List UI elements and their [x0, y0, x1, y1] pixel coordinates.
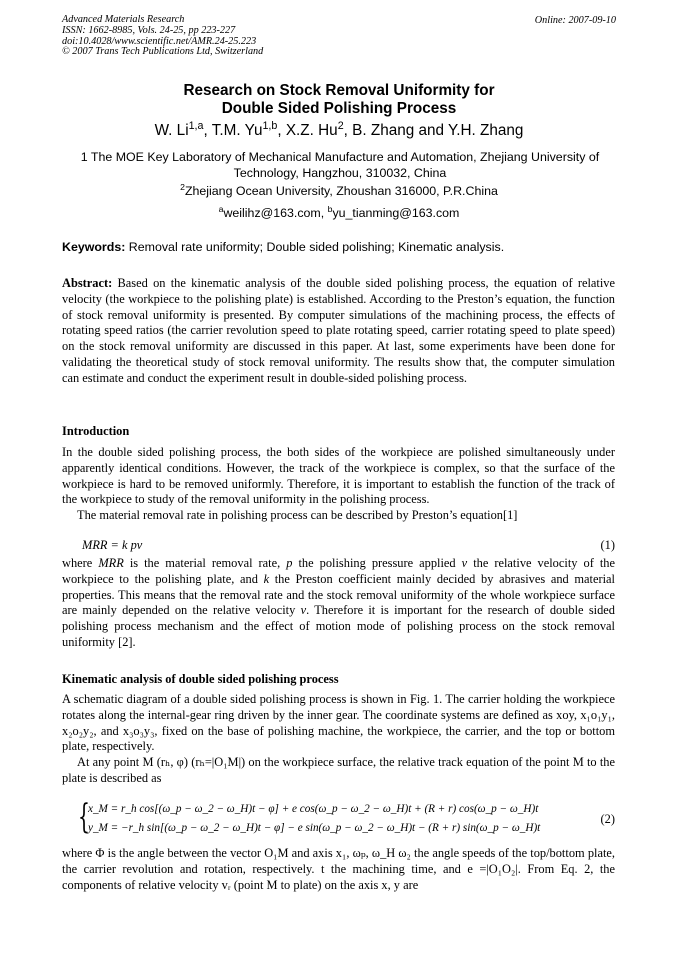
paragraph: In the double sided polishing process, the both sides of the workpiece are polished simultaneously under apparently identical conditions. However, the track of the workpiece is complex, so that the surface of the workpiece is hard to be removed uniformly. Therefore, it is important to establish the function of the track of the workpiece to study of the removal uniformity in the polishing process.	[62, 445, 615, 507]
title-line-1: Research on Stock Removal Uniformity for	[183, 82, 495, 99]
symbol: v	[300, 603, 307, 618]
paragraph: At any point M (rₕ, φ) (rₕ=|O₁M|) on the workpiece surface, the relative track equation of the point M to the plate is described as	[62, 755, 615, 785]
symbol: MRR	[98, 556, 124, 570]
symbol: k	[263, 571, 270, 586]
keywords	[62, 240, 504, 254]
text-run: the polishing pressure applied	[292, 556, 462, 570]
kinematic-body	[62, 692, 615, 787]
author-name: W. Li	[154, 122, 189, 139]
author-sup: 1,a	[188, 119, 204, 132]
author-sep: ,	[203, 122, 212, 139]
author-sep: ,	[277, 122, 286, 139]
introduction-body	[62, 445, 615, 524]
email-sup: a	[218, 203, 224, 214]
abstract-text: Based on the kinematic analysis of the double sided polishing process, the equation of relative velocity (the workpiece to the polishing plate) is established. According to the Preston’s equation, the function of stock removal uniformity is presented. By computer simulations of the machining process, the effects of rotating speed ratios (the carrier revolution speed to plate rotating speed, carrier rotating speed to plate speed) on the stock removal uniformity are discussed in this paper. At last, some experiments have been done for validating the theoretical study of stock removal uniformity. The results show that, the computer simulation can estimate and conduct the experiment result in double-sided polishing process.	[62, 276, 615, 385]
symbol: p	[286, 556, 293, 570]
section-heading-kinematic: Kinematic analysis of double sided polishing process	[62, 672, 339, 686]
text-run: . Therefore it is important for the research of double sided polishing process mechanism and the effect of motion mode of polishing process on the stock removal uniformity [2].	[62, 603, 615, 649]
section-heading-introduction: Introduction	[62, 424, 130, 438]
author-sup: 2	[337, 119, 344, 132]
title-line-2: Double Sided Polishing Process	[221, 100, 457, 117]
text-run: is the material removal rate,	[123, 556, 287, 570]
symbol: v	[461, 556, 468, 570]
email-sup: b	[327, 203, 333, 214]
author-name: X.Z. Hu	[285, 122, 338, 139]
email-link[interactable]: weilihz@163.com,	[223, 206, 328, 220]
online-date: Online: 2007-09-10	[534, 15, 616, 26]
text-run: the Preston coefficient mainly decided by abrasives and material properties. This means that the removal rate and the stock removal uniformity of the whole workpiece surface are mainly depended on the relative velocity	[62, 571, 615, 618]
affiliation-text: Zhejiang Ocean University, Zhoushan 316000, P.R.China	[184, 184, 498, 198]
equation-text: MRR = k pv	[82, 538, 143, 552]
equation-2	[78, 797, 615, 843]
email-link[interactable]: yu_tianming@163.com	[332, 206, 460, 220]
brace-symbol: {	[78, 797, 90, 837]
issn-line: ISSN: 1662-8985, Vols. 24-25, pp 223-227	[62, 24, 236, 36]
copyright-line: © 2007 Trans Tech Publications Ltd, Switzerland	[62, 46, 264, 58]
paragraph: The material removal rate in polishing process can be described by Preston’s equation[1]	[77, 508, 518, 523]
keywords-text: Removal rate uniformity; Double sided polishing; Kinematic analysis.	[125, 240, 505, 254]
abstract	[62, 276, 615, 387]
author-sup: 1,b	[262, 119, 278, 132]
author-list	[0, 119, 678, 140]
doi-line: doi:10.4028/www.scientific.net/AMR.24-25.223	[62, 35, 257, 47]
equation-line: x_M = r_h cos[(ω_p − ω_2 − ω_H)t − φ] + e cos(ω_p − ω_2 − ω_H)t + (R + r) cos(ω_p − ω_H)t	[88, 803, 539, 815]
keywords-label: Keywords:	[62, 240, 126, 254]
preston-explanation	[62, 556, 615, 651]
kinematic-explanation: where Φ is the angle between the vector O₁M and axis x₁, ωₚ, ω_H ω₂ the angle speeds of the top/bottom plate, the carrier revolution and rotation, respectively. t the machining time, and e =|O₁O₂|. From Eq. 2, the components of relative velocity vᵣ (point M to plate) on the axis x, y are	[62, 846, 615, 892]
author-name: T.M. Yu	[211, 122, 263, 139]
abstract-label: Abstract:	[62, 276, 113, 290]
equation-number: (1)	[600, 538, 615, 552]
affiliation-1: 1 The MOE Key Laboratory of Mechanical Manufacture and Automation, Zhejiang University of Technology, Hangzhou, 310032, China	[80, 150, 600, 180]
journal-header	[62, 15, 263, 58]
affiliation-2	[0, 181, 678, 198]
author-rest: , B. Zhang and Y.H. Zhang	[343, 122, 524, 139]
text-run: where	[62, 556, 99, 570]
paper-title	[0, 82, 678, 118]
affiliation-sup: 2	[180, 181, 185, 192]
equation-number: (2)	[600, 812, 615, 826]
text-run: the relative velocity of the workpiece to the polishing plate, and	[62, 556, 615, 586]
equation-line: y_M = −r_h sin[(ω_p − ω_2 − ω_H)t − φ] − e sin(ω_p − ω_2 − ω_H)t − (R + r) sin(ω_p − ω_H)t	[88, 822, 541, 834]
author-emails	[0, 203, 678, 220]
paragraph: A schematic diagram of a double sided polishing process is shown in Fig. 1. The carrier holding the workpiece rotates along the internal-gear ring driven by the inner gear. The coordinate systems are defined as xoy, x₁o₁y₁, x₂o₂y₂, and x₃o₃y₃, fixed on the base of polishing machine, the workpiece, the carrier, and the top or bottom plate, respectively.	[62, 692, 615, 754]
journal-name: Advanced Materials Research	[62, 14, 185, 25]
